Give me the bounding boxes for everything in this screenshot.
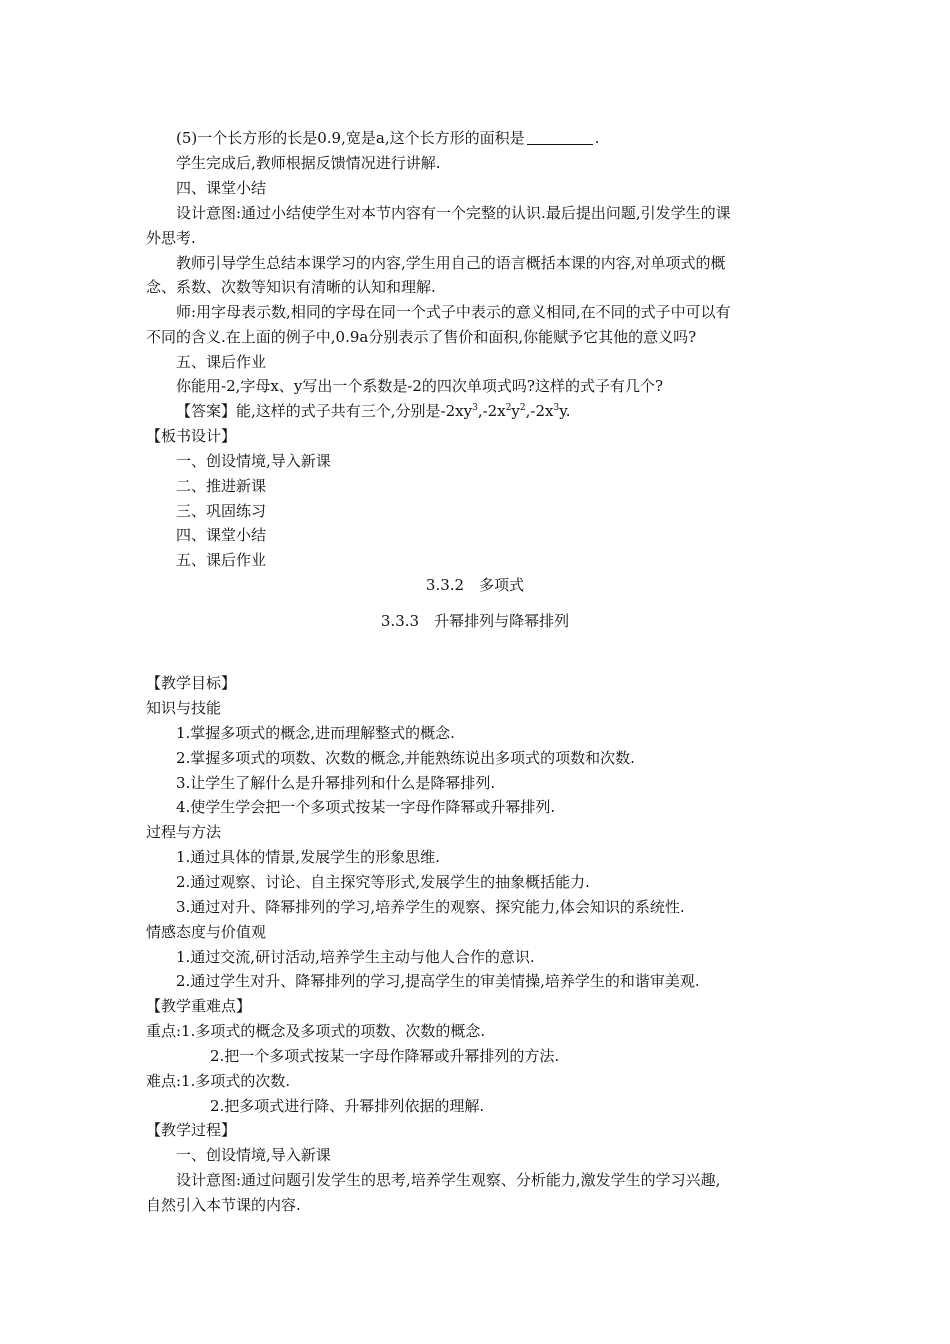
knowledge-item: 3.让学生了解什么是升幂排列和什么是降幂排列. [176, 774, 496, 792]
knowledge-item: 2.掌握多项式的项数、次数的概念,并能熟练说出多项式的项数和次数. [176, 749, 635, 767]
design-intent-1-line2: 外思考. [146, 229, 196, 247]
answer-blank [527, 130, 593, 145]
key-difficult-points-title: 【教学重难点】 [146, 997, 252, 1015]
process-section-1: 一、创设情境,导入新课 [176, 1146, 331, 1164]
process-item: 3.通过对升、降幂排列的学习,培养学生的观察、探究能力,体会知识的系统性. [176, 898, 685, 916]
teacher-guide-line2: 念、系数、次数等知识有清晰的认知和理解. [146, 278, 436, 296]
key-point-1: 重点:1.多项式的概念及多项式的项数、次数的概念. [146, 1022, 486, 1040]
homework-question: 你能用-2,字母x、y写出一个系数是-2的四次单项式吗?这样的式子有几个? [176, 377, 664, 395]
board-item: 三、巩固练习 [176, 502, 267, 520]
difficult-point-1: 难点:1.多项式的次数. [146, 1072, 291, 1090]
knowledge-skills-title: 知识与技能 [146, 699, 222, 717]
teacher-guide-line1: 教师引导学生总结本课学习的内容,学生用自己的语言概括本课的内容,对单项式的概 [176, 254, 726, 272]
emotion-item: 2.通过学生对升、降幂排列的学习,提高学生的审美情操,培养学生的和谐审美观. [176, 972, 700, 990]
process-methods-title: 过程与方法 [146, 823, 222, 841]
feedback-text: 学生完成后,教师根据反馈情况进行讲解. [176, 154, 441, 172]
section-5-title: 五、课后作业 [176, 353, 267, 371]
board-item: 五、课后作业 [176, 551, 267, 569]
emotion-values-title: 情感态度与价值观 [146, 923, 267, 941]
board-item: 一、创设情境,导入新课 [176, 452, 331, 470]
section-4-title: 四、课堂小结 [176, 179, 267, 197]
design-intent-2-line2: 自然引入本节课的内容. [146, 1196, 301, 1214]
teacher-question-line2: 不同的含义.在上面的例子中,0.9a分别表示了售价和面积,你能赋予它其他的意义吗? [146, 328, 697, 346]
board-item: 四、课堂小结 [176, 526, 267, 544]
board-design-title: 【板书设计】 [146, 427, 237, 445]
teacher-question-line1: 师:用字母表示数,相同的字母在同一个式子中表示的意义相同,在不同的式子中可以有 [176, 303, 731, 321]
knowledge-item: 4.使学生学会把一个多项式按某一字母作降幂或升幂排列. [176, 798, 556, 816]
difficult-point-2: 2.把多项式进行降、升幂排列依据的理解. [210, 1097, 485, 1115]
process-item: 1.通过具体的情景,发展学生的形象思维. [176, 848, 440, 866]
emotion-item: 1.通过交流,研讨活动,培养学生主动与他人合作的意识. [176, 948, 535, 966]
process-item: 2.通过观察、讨论、自主探究等形式,发展学生的抽象概括能力. [176, 873, 590, 891]
section-heading-ordering: 3.3.3 升幂排列与降幂排列 [380, 612, 570, 630]
design-intent-2-line1: 设计意图:通过问题引发学生的思考,培养学生观察、分析能力,激发学生的学习兴趣, [176, 1171, 721, 1189]
key-point-2: 2.把一个多项式按某一字母作降幂或升幂排列的方法. [210, 1047, 560, 1065]
design-intent-1-line1: 设计意图:通过小结使学生对本节内容有一个完整的认识.最后提出问题,引发学生的课 [176, 204, 731, 222]
term-3: $-2x^3y$ [530, 402, 566, 420]
section-heading-polynomial: 3.3.2 多项式 [425, 576, 525, 594]
board-item: 二、推进新课 [176, 477, 267, 495]
teaching-process-title: 【教学过程】 [146, 1121, 237, 1139]
term-2: $-2x^2y^2$ [482, 402, 526, 420]
term-1: $-2xy^3$ [440, 402, 478, 420]
teaching-goals-title: 【教学目标】 [146, 674, 237, 692]
question-5: (5)一个长方形的长是0.9,宽是a,这个长方形的面积是 . [176, 129, 600, 147]
knowledge-item: 1.掌握多项式的概念,进而理解整式的概念. [176, 724, 455, 742]
homework-answer: 【答案】能,这样的式子共有三个,分别是$-2xy^3,-2x^2y^2,-2x^3y$. [176, 402, 571, 420]
